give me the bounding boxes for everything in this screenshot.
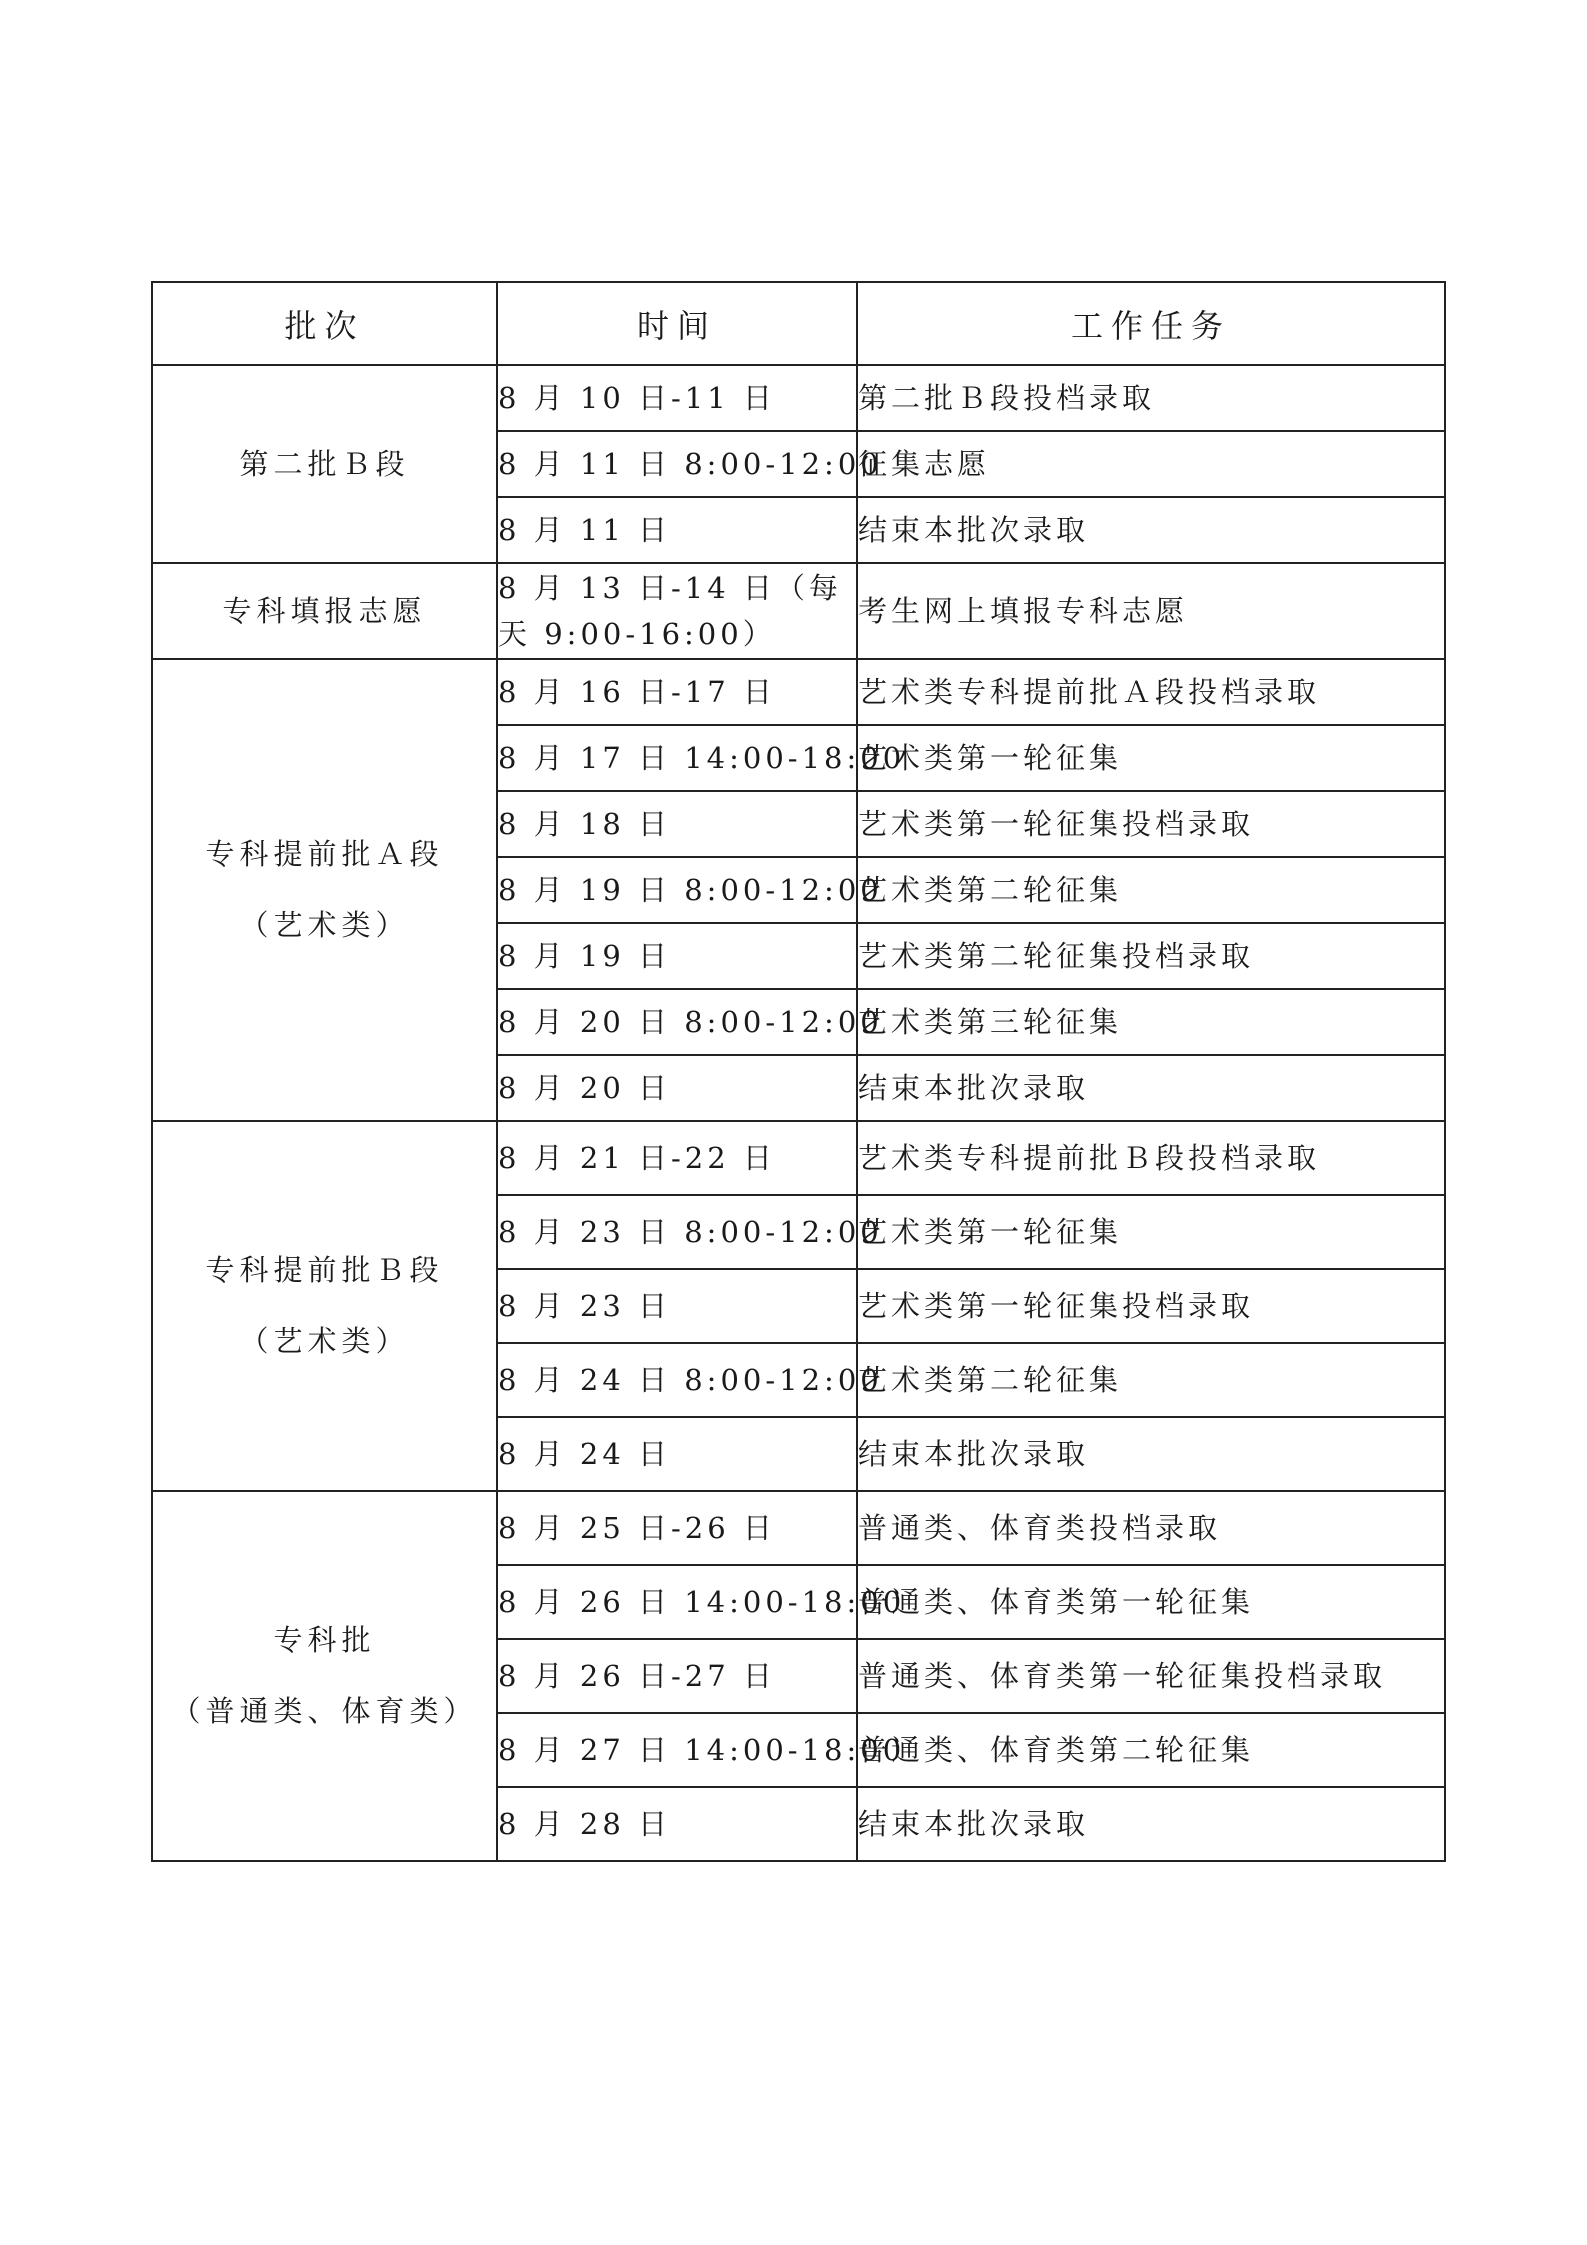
batch-label: 第二批Ｂ段: [239, 446, 410, 481]
batch-sublabel: （艺术类）: [239, 908, 410, 942]
task-cell: 艺术类第二轮征集投档录取: [857, 923, 1445, 989]
batch-label: 专科批: [273, 1623, 376, 1657]
task-cell: 普通类、体育类第一轮征集: [857, 1565, 1445, 1639]
task-cell: 艺术类第三轮征集: [857, 989, 1445, 1055]
table-row: [152, 1491, 1445, 1565]
time-cell: 8 月 10 日-11 日: [497, 365, 857, 431]
batch-label: 专科提前批Ｂ段: [205, 1253, 444, 1287]
task-cell: 艺术类第二轮征集: [857, 857, 1445, 923]
table-row: [152, 1121, 1445, 1195]
time-cell: 8 月 28 日: [497, 1787, 857, 1861]
batch-label: 专科提前批Ａ段: [205, 837, 444, 871]
time-cell: 8 月 16 日-17 日: [497, 659, 857, 725]
task-cell: 艺术类第一轮征集: [857, 725, 1445, 791]
task-cell: 艺术类专科提前批Ａ段投档录取: [857, 659, 1445, 725]
batch-cell: [152, 1491, 497, 1861]
time-cell: 8 月 24 日: [497, 1417, 857, 1491]
time-cell: 8 月 23 日 8:00-12:00: [497, 1195, 857, 1269]
task-cell: 结束本批次录取: [857, 1055, 1445, 1121]
time-cell: 8 月 20 日 8:00-12:00: [497, 989, 857, 1055]
table-row: [152, 659, 1445, 725]
batch-sublabel: （艺术类）: [239, 1324, 410, 1358]
time-cell: 8 月 19 日 8:00-12:00: [497, 857, 857, 923]
task-cell: 艺术类第一轮征集投档录取: [857, 1269, 1445, 1343]
time-cell: 8 月 20 日: [497, 1055, 857, 1121]
time-cell: 8 月 11 日 8:00-12:00: [497, 431, 857, 497]
time-cell: 8 月 27 日 14:00-18:00: [497, 1713, 857, 1787]
time-cell: 8 月 26 日 14:00-18:00: [497, 1565, 857, 1639]
task-cell: 艺术类第二轮征集: [857, 1343, 1445, 1417]
table-header-row: [152, 282, 1445, 365]
time-cell: 8 月 17 日 14:00-18:00: [497, 725, 857, 791]
time-cell: 8 月 21 日-22 日: [497, 1121, 857, 1195]
task-cell: 考生网上填报专科志愿: [857, 563, 1445, 659]
batch-label: 专科填报志愿: [222, 593, 427, 628]
admission-schedule-table: [151, 281, 1446, 1862]
batch-cell: [152, 659, 497, 1121]
header-task: 工作任务: [857, 282, 1445, 365]
time-cell: 8 月 24 日 8:00-12:00: [497, 1343, 857, 1417]
batch-cell: [152, 563, 497, 659]
task-cell: 结束本批次录取: [857, 1787, 1445, 1861]
time-cell: 8 月 26 日-27 日: [497, 1639, 857, 1713]
time-cell: 8 月 11 日: [497, 497, 857, 563]
time-cell: 8 月 23 日: [497, 1269, 857, 1343]
task-cell: 艺术类专科提前批Ｂ段投档录取: [857, 1121, 1445, 1195]
time-cell: 8 月 25 日-26 日: [497, 1491, 857, 1565]
header-time: 时间: [497, 282, 857, 365]
task-cell: 普通类、体育类第二轮征集: [857, 1713, 1445, 1787]
table-row: [152, 563, 1445, 659]
task-cell: 艺术类第一轮征集: [857, 1195, 1445, 1269]
header-batch: 批次: [152, 282, 497, 365]
task-cell: 结束本批次录取: [857, 1417, 1445, 1491]
time-cell: 8 月 19 日: [497, 923, 857, 989]
time-cell: 8 月 13 日-14 日（每天 9:00-16:00）: [497, 563, 857, 659]
task-cell: 普通类、体育类第一轮征集投档录取: [857, 1639, 1445, 1713]
task-cell: 征集志愿: [857, 431, 1445, 497]
table-row: [152, 365, 1445, 431]
task-cell: 结束本批次录取: [857, 497, 1445, 563]
batch-cell: [152, 365, 497, 563]
task-cell: 普通类、体育类投档录取: [857, 1491, 1445, 1565]
batch-cell: [152, 1121, 497, 1491]
time-cell: 8 月 18 日: [497, 791, 857, 857]
task-cell: 艺术类第一轮征集投档录取: [857, 791, 1445, 857]
task-cell: 第二批Ｂ段投档录取: [857, 365, 1445, 431]
batch-sublabel: （普通类、体育类）: [171, 1694, 478, 1728]
